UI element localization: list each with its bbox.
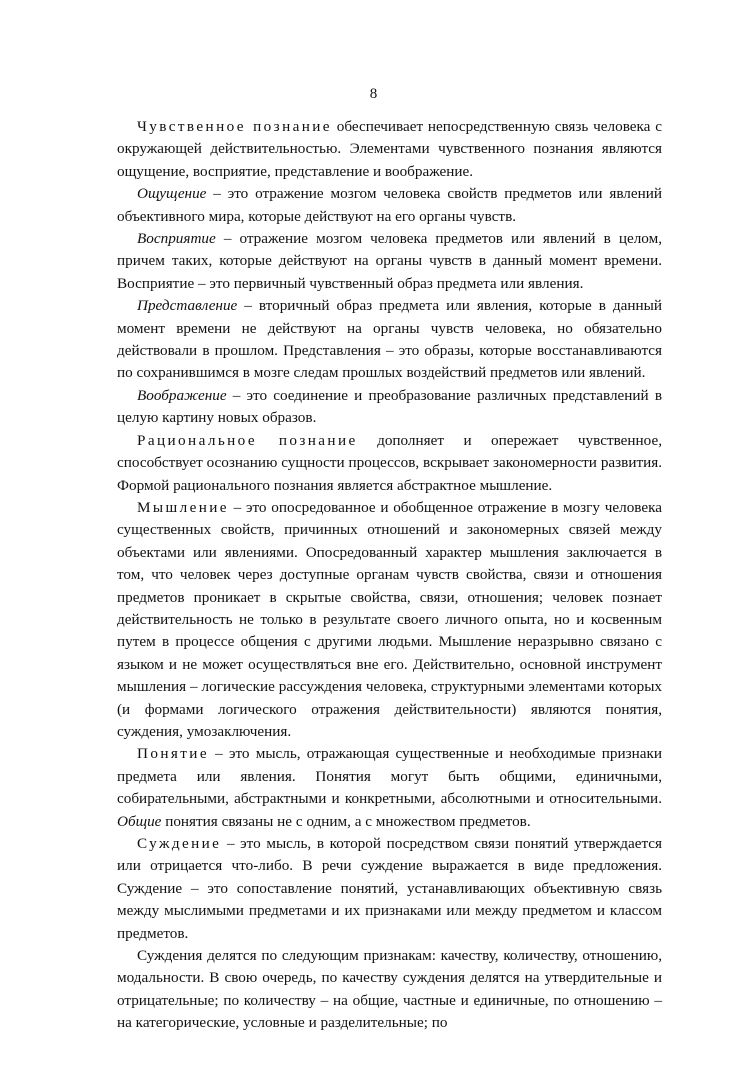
term-imagination: Воображение [137,386,227,404]
term-perception: Восприятие [137,230,216,248]
paragraph-text: – вторичный образ предмета или явления, которые в данный момент времени не действуют на органы чувств человека, но обязательно действовали в прошлом. Представления – это образы, которые восстанавливаются по сохранившимся в мозге следам прошлых воздействий предметов или явлений. [117,297,662,382]
paragraph-text: обеспечивает непосредственную связь человека с окружающей действительностью. Элементами чувственного познания являются ощущение, восприятие, представление и воображение. [117,118,662,180]
paragraph-text-continued: понятия связаны не с одним, а с множеством предметов. [161,812,531,830]
term-rational-cognition: Рациональное познание [137,431,358,449]
paragraph-imagination [117,385,662,430]
term-representation: Представление [137,297,238,315]
paragraph-sensation [117,183,662,228]
term-thinking: Мышление [137,498,229,516]
paragraph-perception [117,228,662,295]
paragraph-text: – отражение мозгом человека предметов или явлений в целом, причем таких, которые действуют на органы чувств в данный момент времени. Восприятие – это первичный чувственный образ предмета или явления. [117,230,662,292]
term-sensory-cognition: Чувственное познание [137,118,332,135]
paragraph-text: – это опосредованное и обобщенное отражение в мозгу человека существенных свойств, причинных отношений и закономерных связей между объектами или явлениями. Опосредованный характер мышления заключается в том, что человек через доступные органам чувств свойства, связи и отношения предметов проникает в скрытые свойства, связи, отношения; человек познает действительность не только в результате своего личного опыта, но и косвенным путем в процессе общения с другими людьми. Мышление неразрывно связано с языком и не может осуществляться вне его. Действительно, основной инструмент мышления – логические рассуждения человека, структурными элементами которых (и формами логического отражения действительности) являются понятия, суждения, умозаключения. [117,498,662,740]
paragraph-text: Суждения делятся по следующим признакам: качеству, количеству, отношению, модальности. В свою очередь, по качеству суждения делятся на утвердительные и отрицательные; по количеству – на общие, частные и единичные, по отношению – на категорические, условные и разделительные; по [117,947,662,1032]
term-general: Общие [117,812,162,830]
term-judgment: Суждение [137,835,222,852]
paragraph-text: – это мысль, в которой посредством связи понятий утверждается или отрицается что-либо. В речи суждение выражается в виде предложения. Суждение – это сопоставление понятий, устанавливающих объективную связь между мыслимыми предметами и их признаками или между предметом и классом предметов. [117,835,662,942]
paragraph-thinking [117,497,662,743]
term-sensation: Ощущение [137,185,207,203]
paragraph-text: – это мысль, отражающая существенные и необходимые признаки предмета или явления. Понятия могут быть общими, единичными, собирательными, абстрактными и конкретными, абсолютными и относительными. [117,745,662,808]
paragraph-sensory-cognition [117,116,662,183]
paragraph-representation [117,295,662,385]
paragraph-concept [117,743,662,833]
paragraph-text: – это соединение и преобразование различных представлений в целую картину новых образов. [117,386,662,427]
body-text [117,116,662,1035]
paragraph-text: дополняет и опережает чувственное, способствует осознанию сущности процессов, вскрывает закономерности развития. Формой рационального познания является абстрактное мышление. [117,431,662,494]
paragraph-rational-cognition [117,430,662,497]
paragraph-judgment [117,833,662,945]
page-number: 8 [369,86,378,102]
paragraph-judgment-types [117,945,662,1035]
term-concept: Понятие [137,745,209,763]
paragraph-text: – это отражение мозгом человека свойств предметов или явлений объективного мира, которые действуют на его органы чувств. [117,185,662,225]
